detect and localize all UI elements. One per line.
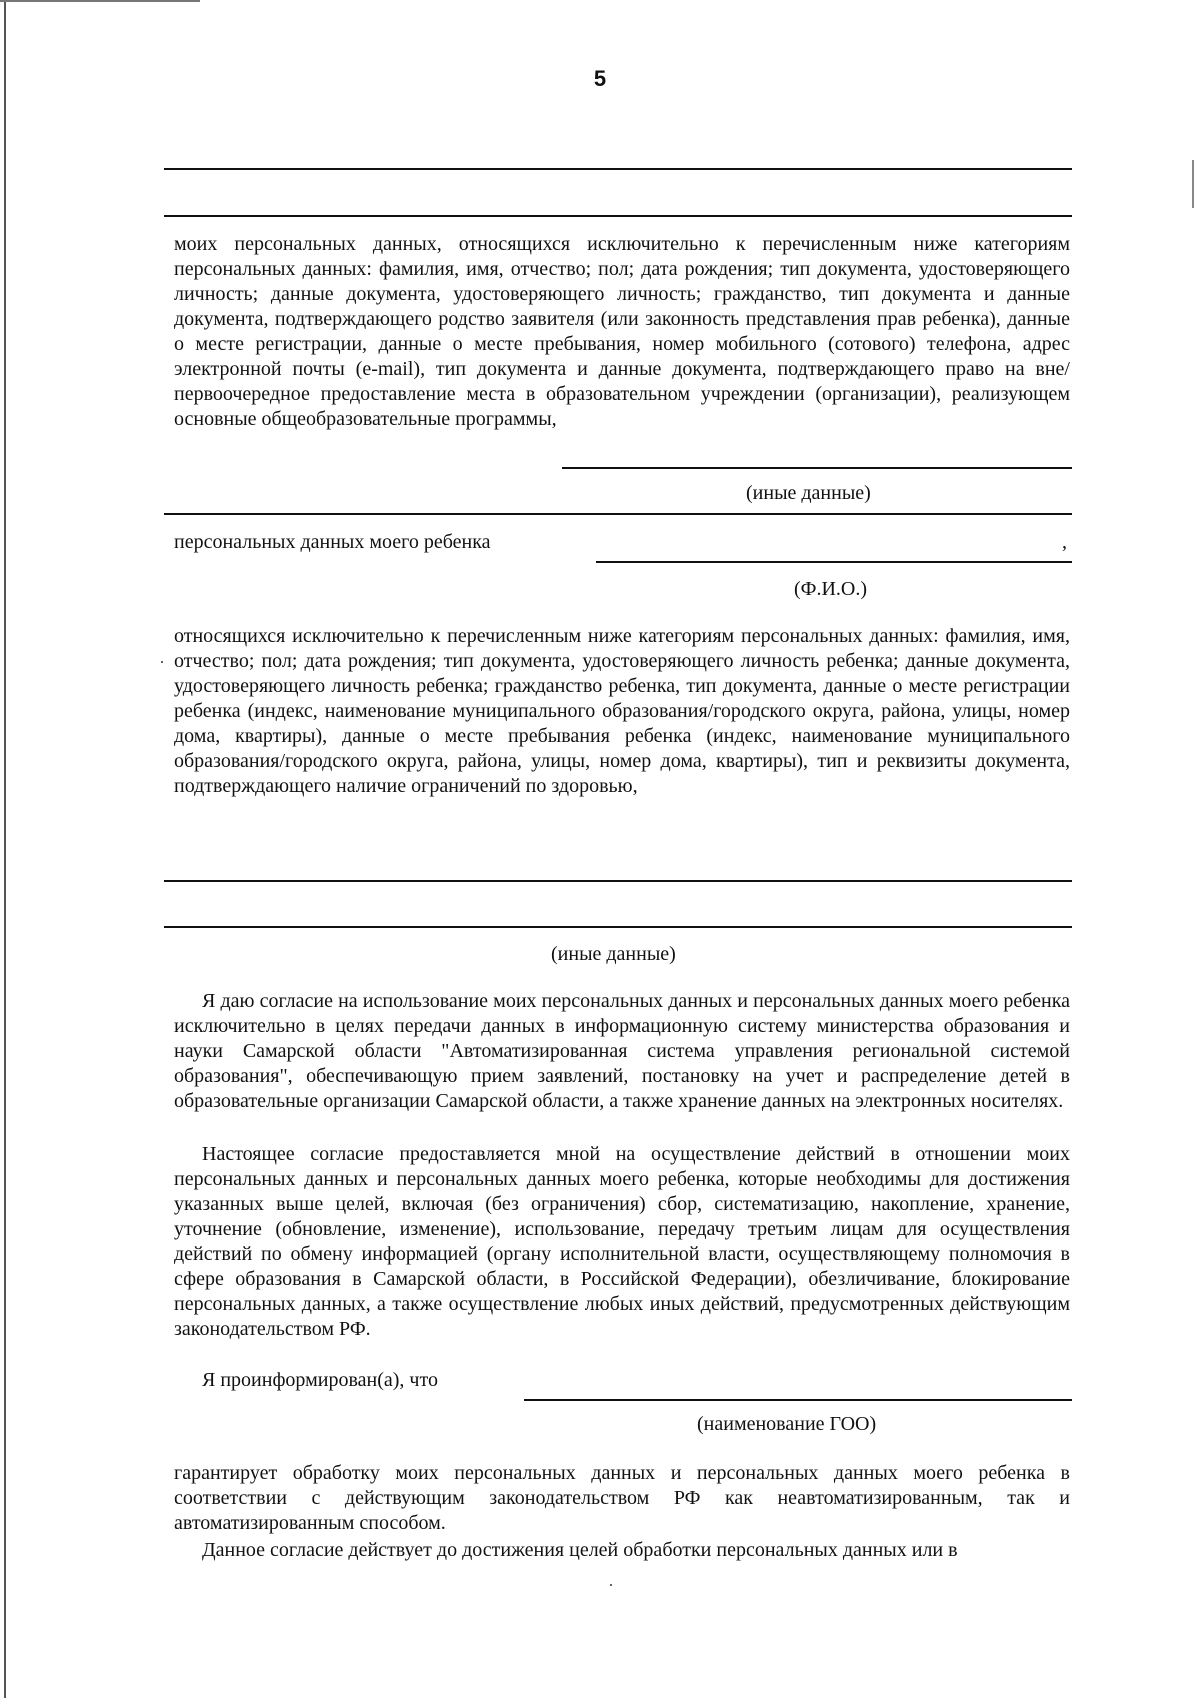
paragraph-validity: Данное согласие действует до достижения целей обработки персональных данных или в [202,1539,958,1561]
paragraph-personal-data-categories: моих персональных данных, относящихся исключительно к перечисленным ниже категориям персональных данных: фамилия, имя, отчество; пол; дата рождения; тип документа, удостоверяющего личность; данные документа, удостоверяющего личность; гражданство, тип документа и данные документа, подтверждающего родство заявителя (или законность представления прав ребенка), данные о месте регистрации, данные о месте пребывания, номер мобильного (сотового) телефона, адрес электронной почты (e-mail), тип документа и данные документа, подтверждающего право на вне/первоочередное предоставление места в образовательном учреждении (организации), реализующем основные общеобразовательные программы, [174,233,1070,430]
scan-edge-left [4,0,6,1698]
caption-other-data-2: (иные данные) [551,943,676,965]
paragraph-consent-actions: Настоящее согласие предоставляется мной на осуществление действий в отношении моих персональных данных и персональных данных моего ребенка, которые необходимы для достижения указанных выше целей, включая (без ограничения) сбор, систематизацию, накопление, хранение, уточнение (обновление, изменение), использование, передачу третьим лицам для осуществления действий по обмену информацией (органу исполнительной власти, осуществляющему полномочия в сфере образования в Самарской области, в Российской Федерации), обезличивание, блокирование персональных данных, а также осуществление любых иных действий, предусмотренных действующим законодательством РФ. [174,1143,1070,1340]
label-child-personal-data: персональных данных моего ребенка [174,531,491,553]
paragraph-consent-purpose: Я даю согласие на использование моих персональных данных и персональных данных моего ребенка исключительно в целях передачи данных в информационную систему министерства образования и науки Самарской области "Автоматизированная система управления региональной системой образования", обеспечивающую прием заявлений, постановку на учет и распределение детей в образовательные организации Самарской области, а также хранение данных на электронных носителях. [174,990,1070,1112]
fill-line-other-data-1b [164,513,1072,515]
label-informed: Я проинформирован(а), что [202,1369,438,1391]
fill-line-goo [524,1399,1072,1401]
caption-goo: (наименование ГОО) [697,1413,877,1435]
fill-line-other-data-2a [164,880,1072,882]
scan-edge-top [0,0,200,2]
scan-mark-right [1192,160,1194,208]
page-number: 5 [593,66,607,91]
child-name-comma: , [1062,531,1067,553]
fill-line-top-2 [164,215,1072,217]
caption-other-data-1: (иные данные) [746,482,871,504]
fill-line-top-1 [164,168,1072,170]
fill-line-other-data-1 [562,467,1072,469]
paragraph-child-data-categories: относящихся исключительно к перечисленным ниже категориям персональных данных: фамилия, имя, отчество; пол; дата рождения; тип документа, удостоверяющего личность ребенка; данные документа, удостоверяющего личность ребенка; гражданство ребенка, тип документа, данные о месте регистрации ребенка (индекс, наименование муниципального образования/городского округа, района, улицы, номер дома, квартиры), данные о месте пребывания ребенка (индекс, наименование муниципального образования/городского округа, района, улицы, номер дома, квартиры), тип и реквизиты документа, подтверждающего наличие ограничений по здоровью, [174,625,1070,797]
fill-line-child-fio [596,561,1072,563]
scan-dot [161,661,163,663]
scan-dot-bottom [610,1584,612,1586]
caption-fio: (Ф.И.О.) [794,578,868,600]
fill-line-other-data-2b [164,926,1072,928]
paragraph-guarantee: гарантирует обработку моих персональных данных и персональных данных моего ребенка в соответствии с действующим законодательством РФ как неавтоматизированным, так и автоматизированным способом. [174,1462,1070,1534]
